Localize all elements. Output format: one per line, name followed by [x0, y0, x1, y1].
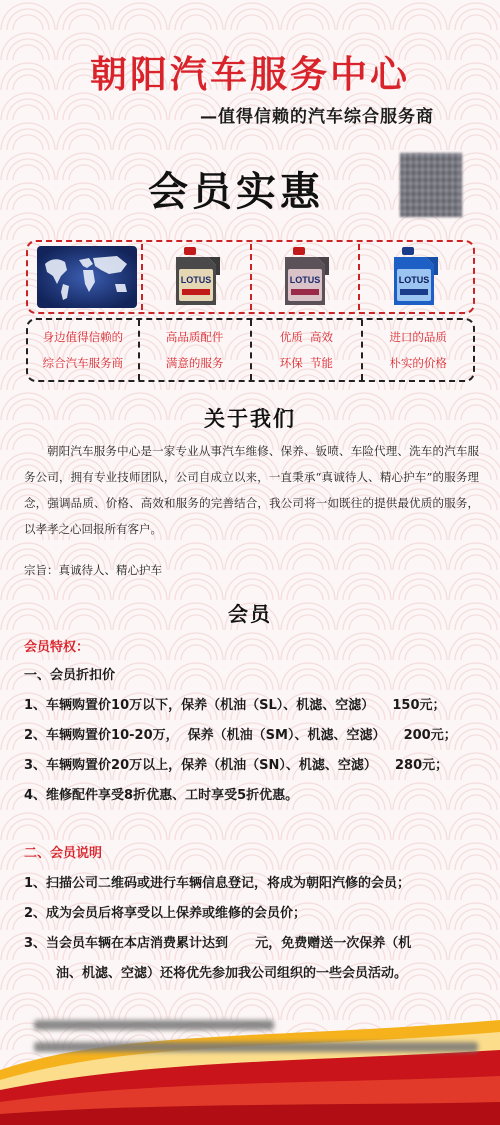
- feature-line-1: 优质 高效: [279, 330, 334, 344]
- blurred-address-line: [34, 1042, 478, 1052]
- product-cell-oil-1: [143, 244, 252, 310]
- page-title: 朝阳汽车服务中心: [90, 53, 410, 96]
- note-item: 3、当会员车辆在本店消费累计达到 元，免费赠送一次保养（机: [24, 936, 412, 951]
- feature-cell: [140, 320, 252, 380]
- feature-cell: [252, 320, 364, 380]
- blurred-contact-line: [34, 1020, 274, 1030]
- membership-heading: 会员: [228, 602, 272, 626]
- feature-line-1: 高品质配件: [165, 330, 224, 344]
- page-subtitle: —值得信赖的汽车综合服务商: [200, 107, 434, 127]
- note-item: 2、成为会员后将享受以上保养或维修的会员价；: [24, 906, 307, 921]
- feature-line-2: 环保 节能: [279, 356, 334, 370]
- feature-line-1: 身边值得信赖的: [42, 330, 124, 344]
- feature-cell: [363, 320, 473, 380]
- privilege-title: 会员特权：: [24, 640, 90, 655]
- discount-item: 4、维修配件享受8折优惠、工时享受5折优惠。: [24, 788, 299, 803]
- discount-item: 1、车辆购置价10万以下，保养（机油（SL）、机滤、空滤） 150元；: [24, 698, 446, 713]
- about-heading: 关于我们: [204, 407, 296, 431]
- discount-title: 一、会员折扣价: [24, 668, 116, 683]
- product-image-row: [26, 240, 475, 314]
- feature-line-1: 进口的品质: [389, 330, 447, 344]
- notes-title: 二、会员说明: [24, 846, 103, 861]
- feature-cell: [28, 320, 140, 380]
- world-map-icon: [37, 246, 137, 308]
- product-cell-oil-2: [252, 244, 361, 310]
- motto-text: 宗旨：真诚待人、精心护车: [24, 563, 162, 577]
- discount-item: 3、车辆购置价20万以上，保养（机油（SN）、机滤、空滤） 280元；: [24, 758, 449, 773]
- note-item: 1、扫描公司二维码或进行车辆信息登记，将成为朝阳汽修的会员；: [24, 876, 411, 891]
- about-body: 朝阳汽车服务中心是一家专业从事汽车维修、保养、钣喷、车险代理、洗车的汽车服务公司，拥有专业技师团队，公司自成立以来，一直秉承“真诚待人、精心护车”的服务理念，强调品质、价格、高效和服务的完善结合，我公司将一如既往的提供最优质的服务，以孝孝之心回报所有客户。: [24, 444, 479, 536]
- feature-row: [26, 318, 475, 382]
- oil-bottle-icon: [168, 245, 224, 309]
- oil-brand-label: LOTUS: [180, 275, 212, 285]
- feature-line-2: 综合汽车服务商: [42, 356, 124, 370]
- product-cell-map: [34, 244, 143, 310]
- oil-brand-label: LOTUS: [398, 275, 429, 285]
- oil-bottle-icon: [386, 245, 442, 309]
- oil-bottle-icon: [277, 245, 333, 309]
- oil-brand-label: LOTUS: [289, 275, 321, 285]
- note-item: 油、机滤、空滤）还将优先参加我公司组织的一些会员活动。: [56, 966, 408, 981]
- discount-item: 2、车辆购置价10-20万， 保养（机油（SM）、机滤、空滤） 200元；: [24, 728, 457, 743]
- product-cell-oil-3: [360, 244, 467, 310]
- feature-line-2: 满意的服务: [165, 356, 224, 370]
- feature-line-2: 朴实的价格: [389, 356, 447, 370]
- promo-heading: 会员实惠: [148, 169, 324, 215]
- qr-code-icon: [400, 153, 462, 217]
